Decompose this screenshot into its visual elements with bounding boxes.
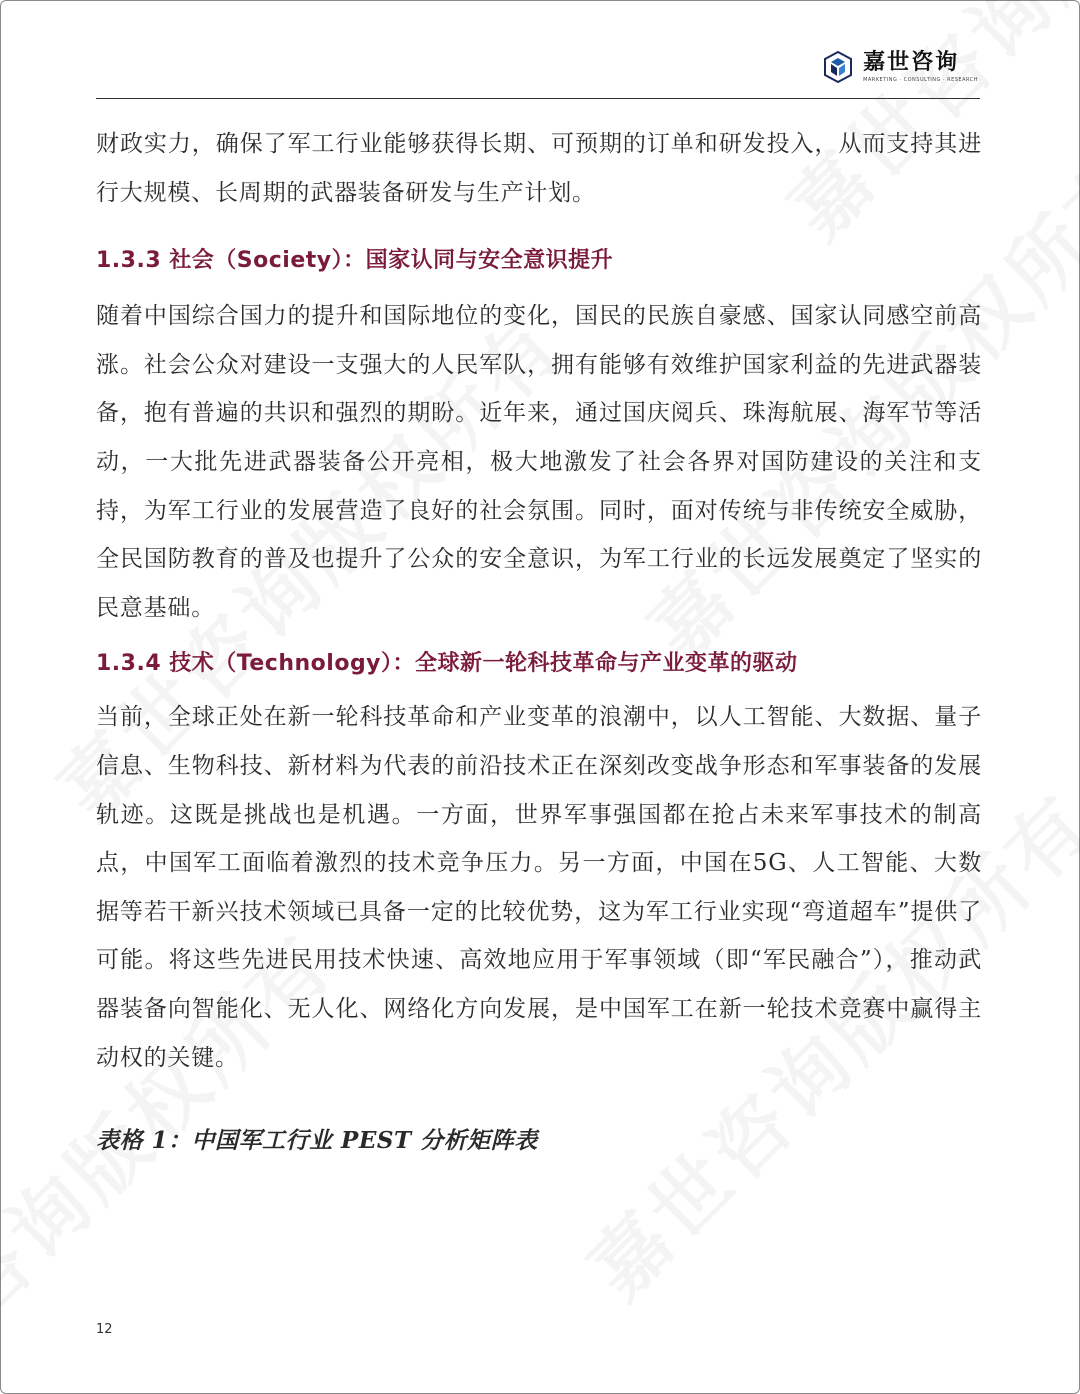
section-heading-technology: 1.3.4 技术（Technology）：全球新一轮科技革命与产业变革的驱动 xyxy=(96,651,798,677)
section-heading-society: 1.3.3 社会（Society）：国家认同与安全意识提升 xyxy=(96,248,614,274)
brand-name: 嘉世咨询 xyxy=(863,50,960,75)
page-number: 12 xyxy=(96,1322,113,1337)
brand xyxy=(821,50,978,84)
brand-logo-icon xyxy=(821,50,855,84)
brand-text xyxy=(863,51,978,83)
page-content xyxy=(96,120,982,1155)
intro-paragraph: 财政实力，确保了军工行业能够获得长期、可预期的订单和研发投入，从而支持其进行大规模、长周期的武器装备研发与生产计划。 xyxy=(96,131,982,206)
table-caption: 表格 1：中国军工行业 PEST 分析矩阵表 xyxy=(96,1127,538,1155)
brand-tagline: MARKETING · CONSULTING · RESEARCH xyxy=(863,77,978,83)
society-paragraph: 随着中国综合国力的提升和国际地位的变化，国民的民族自豪感、国家认同感空前高涨。社会公众对建设一支强大的人民军队，拥有能够有效维护国家利益的先进武器装备，抱有普遍的共识和强烈的期盼。近年来，通过国庆阅兵、珠海航展、海军节等活动，一大批先进武器装备公开亮相，极大地激发了社会各界对国防建设的关注和支持，为军工行业的发展营造了良好的社会氛围。同时，面对传统与非传统安全威胁，全民国防教育的普及也提升了公众的安全意识，为军工行业的长远发展奠定了坚实的民意基础。 xyxy=(96,303,982,621)
technology-paragraph: 当前，全球正处在新一轮科技革命和产业变革的浪潮中，以人工智能、大数据、量子信息、生物科技、新材料为代表的前沿技术正在深刻改变战争形态和军事装备的发展轨迹。这既是挑战也是机遇。一方面，世界军事强国都在抢占未来军事技术的制高点，中国军工面临着激烈的技术竞争压力。另一方面，中国在5G、人工智能、大数据等若干新兴技术领域已具备一定的比较优势，这为军工行业实现“弯道超车”提供了可能。将这些先进民用技术快速、高效地应用于军事领域（即“军民融合”），推动武器装备向智能化、无人化、网络化方向发展，是中国军工在新一轮技术竞赛中赢得主动权的关键。 xyxy=(96,704,982,1071)
page-header xyxy=(96,40,980,99)
